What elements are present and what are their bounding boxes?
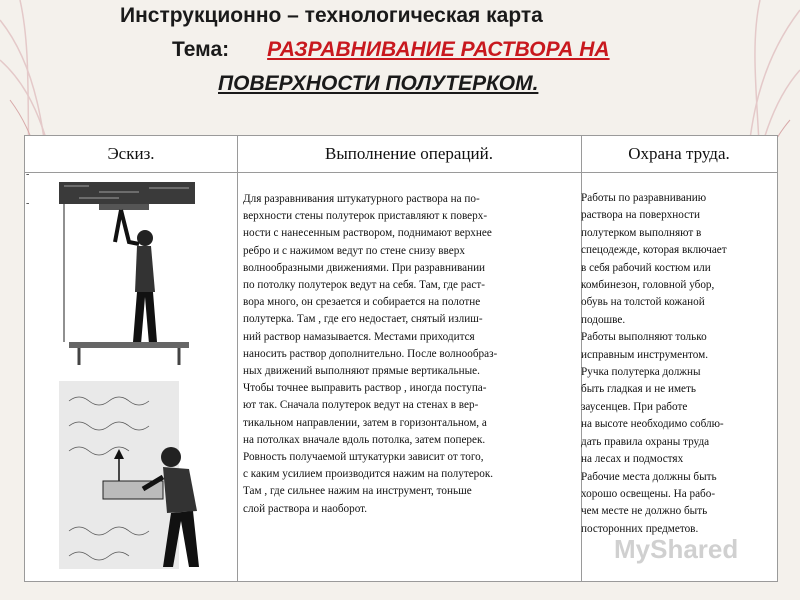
operations-line: на потолках вначале вдоль потолка, затем поперек.	[243, 433, 486, 446]
safety-line: быть гладкая и не иметь	[581, 383, 696, 396]
sketch-wall-worker	[59, 381, 231, 569]
sketch-ceiling-worker	[59, 182, 195, 365]
operations-line: вора много, он срезается и собирается на полотне	[243, 296, 481, 309]
page-title: Инструкционно – технологическая карта	[120, 4, 543, 27]
safety-line: полутерком выполняют в	[581, 226, 702, 239]
operations-line: слой раствора и наоборот.	[243, 502, 367, 515]
safety-line: исправным инструментом.	[581, 348, 709, 361]
operations-line: волнообразными движениями. При разравнивании	[243, 261, 486, 274]
safety-line: подошве.	[581, 313, 626, 326]
operations-line: ребро и с нажимом ведут по стене снизу вверх	[243, 244, 465, 257]
safety-line: Ручка полутерка должны	[581, 366, 701, 379]
topic-label: Тема:	[172, 38, 230, 61]
safety-line: посторонних предметов.	[581, 522, 699, 535]
watermark-logo: MyShared	[614, 534, 739, 564]
operations-line: Ровность получаемой штукатурки зависит от того,	[243, 451, 484, 464]
operations-line: Для разравнивания штукатурного раствора на по-	[243, 193, 480, 205]
safety-line: комбинезон, головной убор,	[581, 279, 715, 292]
safety-line: Рабочие места должны быть	[581, 470, 717, 483]
topic-line	[172, 38, 610, 62]
operations-line: ют так. Сначала полутерок ведут на стенах в вер-	[243, 399, 479, 412]
safety-line: дать правила охраны труда	[581, 435, 710, 448]
safety-line: заусенцев. При работе	[581, 400, 688, 413]
operations-line: Чтобы точнее выправить раствор , иногда поступа-	[243, 382, 487, 395]
operations-line: тикальном направлении, затем в горизонтальном, а	[243, 416, 487, 429]
operations-text	[243, 191, 583, 518]
operations-line: ности с нанесенным раствором, поднимают верхнее	[243, 227, 492, 240]
topic-text-line2: ПОВЕРХНОСТИ ПОЛУТЕРКОМ.	[218, 72, 539, 95]
safety-line: на высоте необходимо соблю-	[581, 418, 724, 431]
safety-line: Работы выполняют только	[581, 331, 707, 344]
safety-text	[581, 190, 771, 538]
safety-line: раствора на поверхности	[581, 209, 700, 222]
row-marker: -	[26, 169, 30, 180]
operations-line: по потолку полутерок ведут на себя. Там, где раст-	[243, 279, 485, 292]
header-sketch: Эскиз.	[107, 144, 155, 163]
operations-line: наносить раствор дополнительно. После волнообраз-	[243, 347, 498, 360]
operations-line: Там , где сильнее нажим на инструмент, тоньше	[243, 485, 472, 498]
safety-line: хорошо освещены. На рабо-	[581, 487, 716, 500]
header-operations: Выполнение операций.	[325, 144, 493, 163]
column-divider	[237, 136, 238, 581]
safety-line: чем месте не должно быть	[581, 505, 708, 518]
topic-text-line1: РАЗРАВНИВАНИЕ РАСТВОРА НА	[267, 38, 610, 61]
instruction-table	[24, 135, 778, 582]
operations-line: ний раствор намазывается. Местами приходится	[243, 330, 475, 343]
header-divider	[25, 172, 777, 173]
row-marker: -	[26, 198, 30, 209]
safety-line: в себя рабочий костюм или	[581, 261, 711, 274]
safety-line: Работы по разравниванию	[581, 192, 707, 204]
operations-line: верхности стены полутерок приставляют к поверх-	[243, 210, 488, 223]
operations-line: ных движений выполняют прямые вертикальные.	[243, 365, 480, 378]
safety-line: обувь на толстой кожаной	[581, 296, 705, 309]
safety-line: на лесах и подмостях	[581, 453, 684, 466]
operations-line: полутерка. Там , где его недостает, снятый излиш-	[243, 313, 483, 326]
header-safety: Охрана труда.	[628, 144, 730, 163]
safety-line: спецодежде, которая включает	[581, 244, 727, 257]
operations-line: с каким усилием производится нажим на полутерок.	[243, 468, 494, 481]
